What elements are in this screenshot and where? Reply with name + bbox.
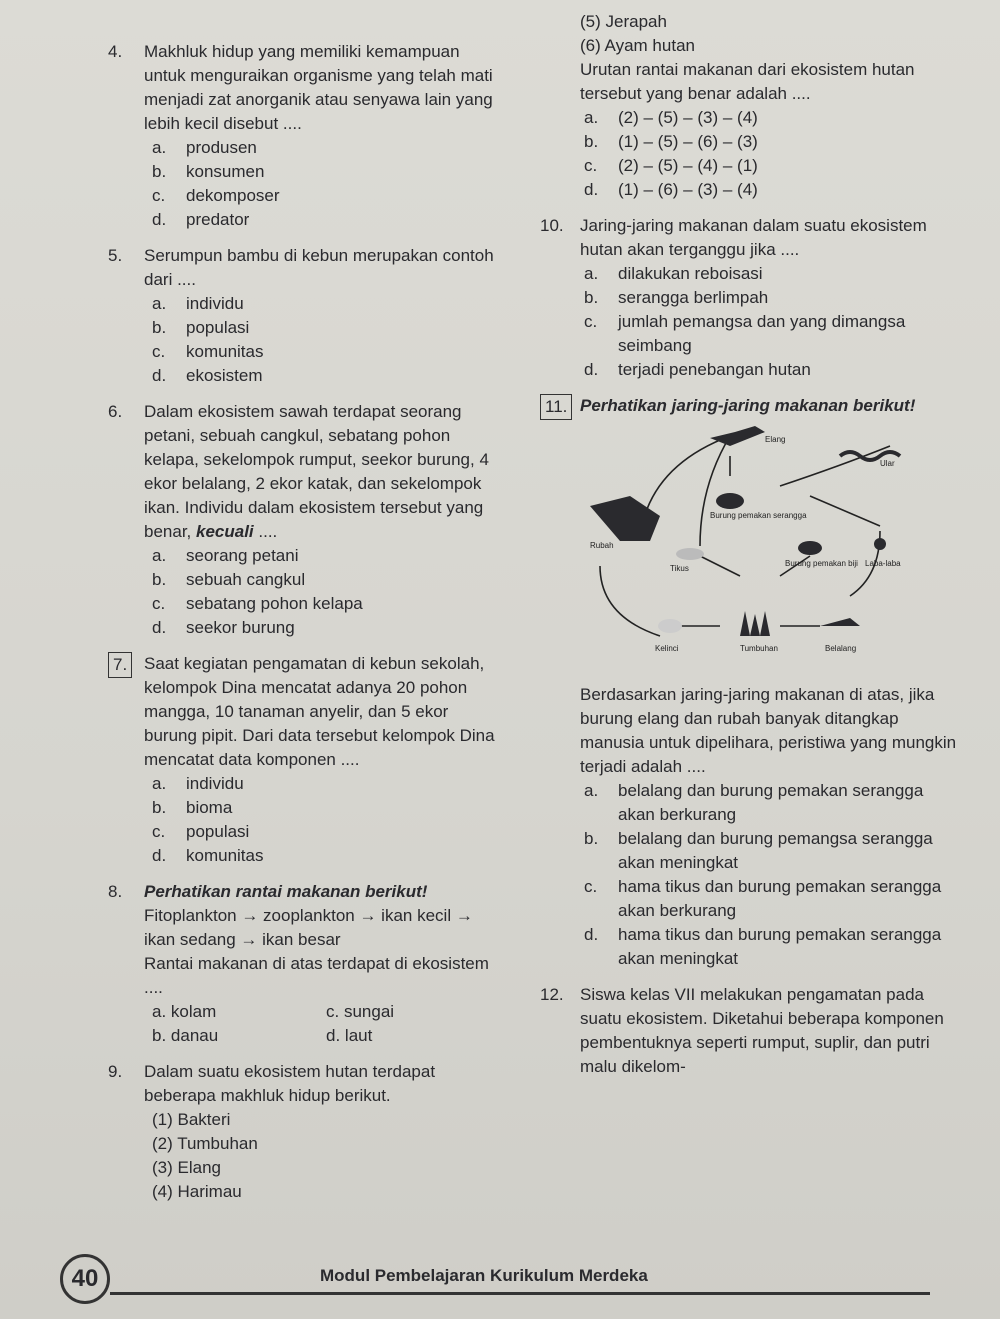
question-6 [108,400,500,640]
label-burung-biji: Burung pemakan biji [785,559,858,568]
option-text: individu [186,774,244,793]
option-text: produsen [186,138,257,157]
option-b: b. bioma [108,796,500,820]
option-text: bioma [186,798,233,817]
option-d: d. komunitas [108,844,500,868]
option-c: c. sungai [326,1002,395,1021]
option-d: d. terjadi penebangan hutan [584,360,811,379]
option-text: seekor burung [186,618,295,637]
question-5 [108,244,500,388]
option-text: predator [186,210,250,229]
option-d: d. laut [326,1026,373,1045]
question-number: 12. [540,985,564,1004]
option-b: b. belalang dan burung pemangsa serangga akan meningkat [584,829,933,872]
label-belalang: Belalang [825,644,857,653]
spider-icon [874,538,886,550]
label-laba: Laba-laba [865,559,901,568]
question-title: Perhatikan jaring-jaring makanan berikut! [580,396,916,415]
emphasis-text: kecuali [196,522,254,541]
page-footer [60,1248,980,1308]
option-a: a. individu [108,772,500,796]
option-d: d. ekosistem [108,364,500,388]
option-b: b. serangga berlimpah [584,288,769,307]
option-b: b. danau [152,1026,219,1045]
option-c: c. populasi [108,820,500,844]
option-text: ekosistem [186,366,263,385]
option-text: komunitas [186,342,264,361]
option-text: sebuah cangkul [186,570,306,589]
option-text: dekomposer [186,186,280,205]
question-12 [540,983,960,1079]
question-text: Siswa kelas VII melakukan pengamatan pada suatu ekosistem. Diketahui beberapa komponen pembentuknya seperti rumput, suplir, dan putri malu dikelom- [580,985,944,1076]
eagle-icon [710,426,765,446]
option-d: d. hama tikus dan burung pemakan serangga akan meningkat [584,925,942,968]
label-tikus: Tikus [670,564,689,573]
option-text: konsumen [186,162,265,181]
option-a: a. kolam [152,1002,217,1021]
list-item: (4) Harimau [152,1182,242,1201]
option-a: a. (2) – (5) – (3) – (4) [584,108,758,127]
label-kelinci: Kelinci [655,644,679,653]
option-text: seorang petani [186,546,299,565]
footer-divider [110,1292,930,1295]
grasshopper-icon [820,618,860,626]
option-c: c. jumlah pemangsa dan yang dimangsa seimbang [584,312,906,355]
page-number: 40 [60,1254,110,1304]
question-7 [108,652,500,868]
question-text: Dalam suatu ekosistem hutan terdapat beberapa makhluk hidup berikut. [144,1062,436,1105]
option-row [108,1000,500,1024]
question-text: Makhluk hidup yang memiliki kemampuan untuk menguraikan organisme yang telah mati menjadi zat anorganik atau senyawa lain yang lebih kecil disebut .... [144,42,493,133]
footer-title: Modul Pembelajaran Kurikulum Merdeka [320,1266,648,1285]
option-a: a. seorang petani [108,544,500,568]
question-number: 9. [108,1062,123,1081]
plant-icon [740,611,770,636]
left-column [108,40,500,1216]
option-row [108,1024,500,1048]
question-text: Saat kegiatan pengamatan di kebun sekolah, kelompok Dina mencatat adanya 20 pohon mangga, 10 tanaman anyelir, dan 5 ekor burung pipit. Dari data tersebut kelompok Dina mencatat data komponen .... [144,654,495,769]
option-text: populasi [186,318,250,337]
list-item: (3) Elang [152,1158,221,1177]
option-d: d. seekor burung [108,616,500,640]
label-tumbuhan: Tumbuhan [740,644,778,653]
question-number: 11. [540,394,580,420]
option-c: c. sebatang pohon kelapa [108,592,500,616]
question-number: 6. [108,402,123,421]
label-ular: Ular [880,459,895,468]
option-c: c. komunitas [108,340,500,364]
option-c: c. (2) – (5) – (4) – (1) [584,156,758,175]
option-d: d. predator [108,208,500,232]
option-c: c. dekomposer [108,184,500,208]
question-text: Berdasarkan jaring-jaring makanan di atas, jika burung elang dan rubah banyak ditangkap manusia untuk dipelihara, peristiwa yang mungkin terjadi adalah .... [580,685,957,776]
option-text: individu [186,294,244,313]
option-a: a. individu [108,292,500,316]
question-10 [540,214,960,382]
option-text: sebatang pohon kelapa [186,594,363,613]
option-b: b. konsumen [108,160,500,184]
question-text: Jaring-jaring makanan dalam suatu ekosistem hutan akan terganggu jika .... [580,216,927,259]
question-4 [108,40,500,232]
question-number: 8. [108,882,123,901]
question-11 [540,394,960,971]
list-item: (2) Tumbuhan [152,1134,258,1153]
option-text: komunitas [186,846,264,865]
question-number: 4. [108,42,123,61]
food-web-diagram [580,426,940,666]
question-8 [108,880,500,1048]
label-burung-serangga: Burung pemakan serangga [710,511,807,520]
option-a: a. belalang dan burung pemakan serangga akan berkurang [584,781,924,824]
option-b: b. (1) – (5) – (6) – (3) [584,132,758,151]
list-item: (5) Jerapah [580,12,667,31]
label-elang: Elang [765,435,786,444]
label-rubah: Rubah [590,541,614,550]
option-a: a. produsen [108,136,500,160]
option-b: b. sebuah cangkul [108,568,500,592]
rabbit-icon [658,619,682,633]
question-text: Rantai makanan di atas terdapat di ekosistem .... [144,954,489,997]
question-9-continued [540,10,960,202]
option-d: d. (1) – (6) – (3) – (4) [584,180,758,199]
question-number: 7. [108,652,144,772]
question-title: Perhatikan rantai makanan berikut! [144,882,428,901]
question-number: 10. [540,216,564,235]
question-text: Dalam ekosistem sawah terdapat seorang petani, sebuah cangkul, sebatang pohon kelapa, sekelompok rumput, seekor burung, 4 ekor belalang, 2 ekor katak, dan sekelompok ikan. Individu dalam ekosistem tersebut yang benar, kecuali .... [144,402,489,541]
mouse-icon [676,548,704,560]
list-item: (6) Ayam hutan [580,36,695,55]
question-text: Serumpun bambu di kebun merupakan contoh dari .... [144,246,494,289]
right-column [540,10,960,1091]
question-text: Urutan rantai makanan dari ekosistem hutan tersebut yang benar adalah .... [580,60,915,103]
option-b: b. populasi [108,316,500,340]
seed-bird-icon [798,541,822,555]
option-c: c. hama tikus dan burung pemakan serangga akan berkurang [584,877,942,920]
question-number: 5. [108,246,123,265]
list-item: (1) Bakteri [152,1110,231,1129]
option-a: a. dilakukan reboisasi [584,264,763,283]
option-text: populasi [186,822,250,841]
food-chain-text: Fitoplankton → zooplankton → ikan kecil → ikan sedang → ikan besar [144,906,473,949]
question-9 [108,1060,500,1204]
bird-insect-eater-icon [716,493,744,509]
